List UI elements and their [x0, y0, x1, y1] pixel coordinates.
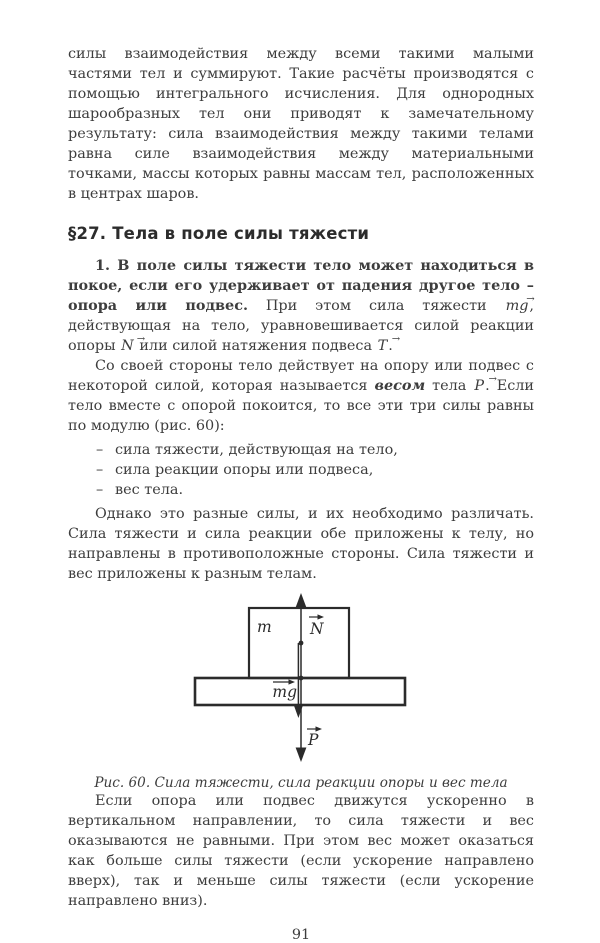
vector-arrowhead-P [316, 726, 323, 731]
paragraph-continuation [68, 44, 534, 204]
vector-symbol: N → [120, 338, 135, 354]
normal-force-label: N [310, 620, 324, 638]
paragraph-4 [68, 791, 534, 911]
support-slab [195, 678, 405, 705]
arrowhead-P-down [296, 748, 307, 763]
text-segment: . [388, 338, 393, 354]
list-item-text: вес тела. [115, 482, 184, 498]
contact-point-dot [299, 676, 304, 681]
arrowhead-N-up [296, 593, 307, 608]
figure-60 [68, 592, 534, 791]
list-item-text: сила тяжести, действующая на тело, [115, 442, 398, 458]
vector-symbol: T → [377, 338, 389, 354]
list-item [68, 480, 534, 500]
center-of-mass-dot [299, 641, 304, 646]
arrowhead-mg-down [293, 704, 303, 718]
text-segment: или силой натяжения подвеса [134, 338, 377, 354]
list-item-text: сила реакции опоры или подвеса, [115, 462, 374, 478]
text-segment: При этом сила тяжести [247, 298, 505, 314]
text-segment: Со своей стороны тело действует на опору или подвес с некоторой силой, которая называется [68, 358, 534, 394]
list-dash-marker: – [96, 462, 104, 478]
paragraph-3 [68, 504, 534, 584]
text-segment: Если опора или подвес движутся ускоренно в вертикальном направлении, то сила тяжести и вес оказываются не равными. При этом вес может оказаться как больше силы тяжести (если ускорение направлено вверх), так и меньше силы тяжести (если ускорение направлено вниз). [68, 793, 534, 909]
list-dash-marker: – [96, 482, 104, 498]
list-dash-marker: – [96, 442, 104, 458]
text-segment: тела [425, 378, 474, 394]
mass-label: m [257, 618, 272, 636]
text-segment: силы взаимодействия между всеми такими малыми частями тел и суммируют. Такие расчёты производятся с помощью интегрального исчисления. Для однородных шарообразных тел они приводят к замечательному результату: сила взаимодействия между такими телами равна силе взаимодействия между материальными точками, массы которых равны массам тел, расположенных в центрах шаров. [68, 46, 534, 202]
section-heading: §27. Тела в поле силы тяжести [68, 224, 370, 243]
vector-symbol: mg → [505, 298, 530, 314]
weight-force-label: P [308, 731, 319, 749]
paragraph-2 [68, 356, 534, 436]
list-item [68, 440, 534, 460]
vector-arrowhead-N [318, 614, 325, 619]
list-item [68, 460, 534, 480]
text-segment: 1. В поле силы тяжести тело может находиться в покое, если его удерживает от падения другое тело – опора или подвес. [68, 257, 534, 314]
gravity-force-label: mg [272, 683, 297, 701]
text-segment: Однако это разные силы, и их необходимо различать. Сила тяжести и сила реакции обе приложены к телу, но направлены в противоположные стороны. Сила тяжести и вес приложены к разным телам. [68, 506, 534, 582]
text-segment: , действующая на тело, уравновешивается силой реакции опоры [68, 298, 534, 354]
forces-list [68, 440, 534, 500]
figure-caption: Рис. 60. Сила тяжести, сила реакции опоры и вес тела [94, 775, 508, 791]
vector-symbol: P → [473, 378, 485, 394]
page-number: 91 [291, 927, 311, 943]
figure-60-diagram [169, 592, 433, 764]
text-segment: весом [374, 377, 426, 394]
paragraph-1 [68, 256, 534, 356]
text-segment: . Если тело вместе с опорой покоится, то все эти три силы равны по модулю (рис. 60): [68, 378, 534, 434]
